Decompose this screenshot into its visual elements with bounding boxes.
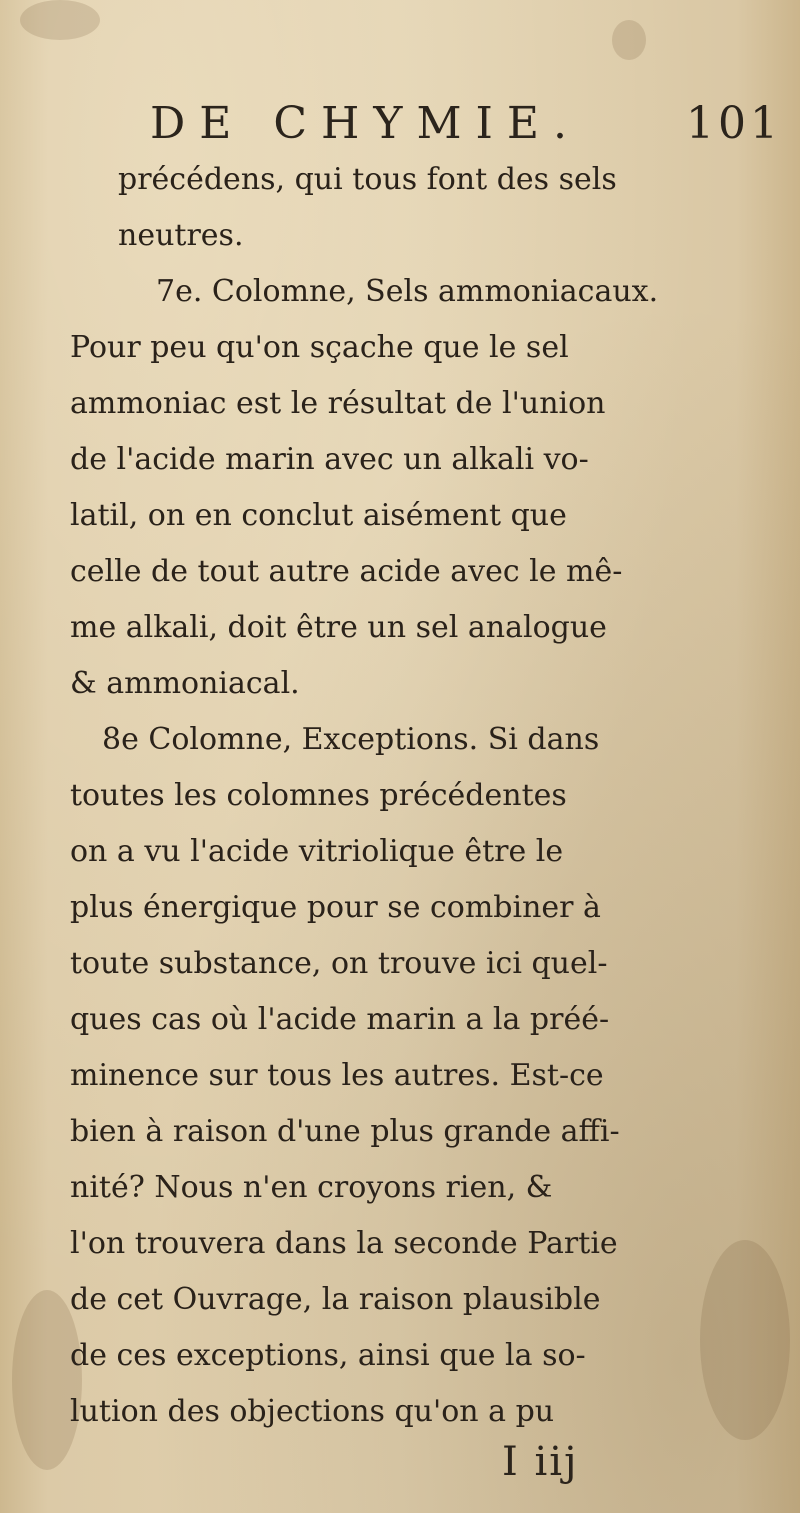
paper-stain <box>20 0 100 40</box>
section-heading-7: 7e. Colomne, Sels ammoniacaux. <box>156 274 659 309</box>
text-line: de l'acide marin avec un alkali vo- <box>70 442 589 477</box>
text-line: & ammoniacal. <box>70 666 300 701</box>
text-line: nité? Nous n'en croyons rien, & <box>70 1170 553 1205</box>
text-line: bien à raison d'une plus grande affi- <box>70 1114 620 1149</box>
text-line: toutes les colomnes précédentes <box>70 778 567 813</box>
text-line: celle de tout autre acide avec le mê- <box>70 554 623 589</box>
running-head-title: DE CHYMIE. <box>150 98 582 149</box>
paper-stain <box>612 20 646 60</box>
text-line: neutres. <box>118 218 244 253</box>
text-line: me alkali, doit être un sel analogue <box>70 610 607 645</box>
text-line: ques cas où l'acide marin a la préé- <box>70 1002 610 1037</box>
section-heading-8: 8e Colomne, Exceptions. Si dans <box>102 722 600 757</box>
text-line: ammoniac est le résultat de l'union <box>70 386 606 421</box>
text-line: de cet Ouvrage, la raison plausible <box>70 1282 601 1317</box>
text-line: l'on trouvera dans la seconde Partie <box>70 1226 618 1261</box>
signature-mark: I iij <box>502 1439 579 1485</box>
running-head <box>150 96 790 152</box>
text-line: on a vu l'acide vitriolique être le <box>70 834 564 869</box>
text-line: plus énergique pour se combiner à <box>70 890 601 925</box>
text-line: lution des objections qu'on a pu <box>70 1394 555 1429</box>
text-line: minence sur tous les autres. Est-ce <box>70 1058 604 1093</box>
text-line: de ces exceptions, ainsi que la so- <box>70 1338 586 1373</box>
page-number: 101 <box>686 98 782 149</box>
text-line: latil, on en conclut aisément que <box>70 498 567 533</box>
text-line: toute substance, on trouve ici quel- <box>70 946 608 981</box>
body-text <box>0 152 800 1440</box>
text-line: Pour peu qu'on sçache que le sel <box>70 330 569 365</box>
text-line: précédens, qui tous font des sels <box>118 162 617 197</box>
